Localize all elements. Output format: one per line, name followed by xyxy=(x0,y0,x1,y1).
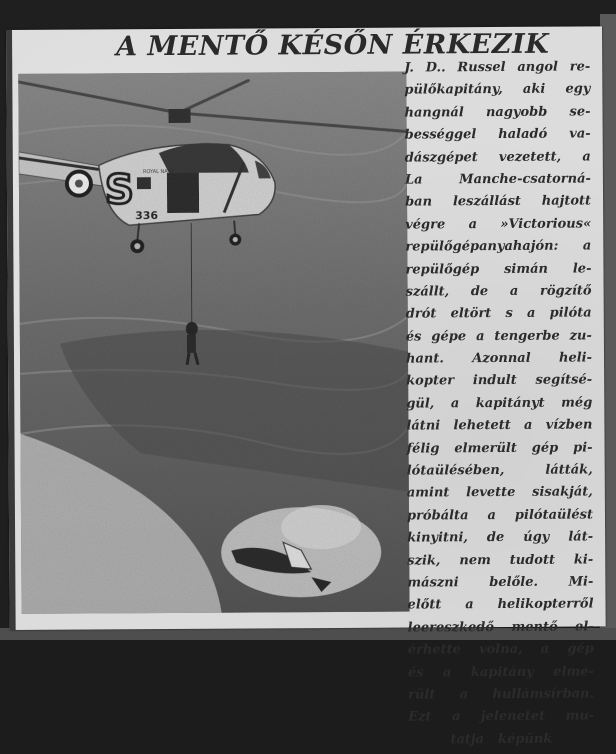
article-word: indult xyxy=(472,373,517,389)
article-text-line xyxy=(404,101,590,125)
article-word: nem xyxy=(459,552,491,568)
article-word: leszállást xyxy=(452,194,521,210)
article-word: zu- xyxy=(569,328,592,344)
article-word: de xyxy=(486,530,505,546)
article-text-line xyxy=(405,124,591,148)
article-word: a xyxy=(509,283,519,299)
article-word: és xyxy=(407,665,424,681)
article-word: segítsé- xyxy=(535,372,593,389)
article-word: vízben xyxy=(545,417,593,433)
article-word: hant. xyxy=(405,351,444,367)
article-word: hangnál xyxy=(404,104,464,121)
article-word: haladó xyxy=(498,126,548,143)
article-word: mentő xyxy=(511,619,558,635)
article-word: volna, xyxy=(478,642,523,658)
article-word: Russel xyxy=(457,59,506,76)
side-number: 336 xyxy=(135,209,159,223)
article-text-line xyxy=(406,303,592,327)
article-word: hullámsírban. xyxy=(492,686,595,702)
article-word: lehetett xyxy=(453,418,511,434)
article-text-line xyxy=(406,415,592,439)
article-text-line xyxy=(407,571,593,595)
article-word: lát- xyxy=(568,529,594,545)
article-word: vezetett, xyxy=(498,149,562,165)
article-word: pilótaülést xyxy=(514,507,594,523)
article-word: látták, xyxy=(545,462,593,478)
article-word: ki- xyxy=(573,552,594,568)
article-text-line xyxy=(405,146,591,170)
article-text-line xyxy=(407,459,593,483)
article-word: dászgépet xyxy=(404,149,478,166)
article-word: de xyxy=(470,283,489,300)
article-word: úgy xyxy=(523,529,550,546)
article-word: elme- xyxy=(553,663,594,680)
article-word: bességgel xyxy=(404,127,477,143)
article-word: tengerbe xyxy=(494,328,560,344)
article-word: belőle. xyxy=(489,574,539,591)
article-word: a xyxy=(465,597,474,613)
article-word: mu- xyxy=(565,708,595,724)
article-word: a xyxy=(442,664,452,680)
article-word: kinyitni, xyxy=(407,530,468,546)
article-word: heli- xyxy=(558,350,593,366)
article-word: J. xyxy=(404,60,414,76)
article-word: helikopterről xyxy=(497,596,594,613)
tail-letter: S xyxy=(104,167,134,214)
article-text-line xyxy=(406,370,592,394)
article-word: érhette xyxy=(407,642,461,658)
article-text-line xyxy=(408,706,594,730)
article-word: pi- xyxy=(573,440,593,456)
article-text-line xyxy=(405,168,591,192)
article-text-line xyxy=(408,616,594,640)
article-word: a xyxy=(540,641,550,657)
article-text-line xyxy=(407,527,593,551)
article-word: a xyxy=(468,216,478,232)
article-word: a xyxy=(450,396,460,412)
article-word: gépe xyxy=(431,328,467,345)
article-word: Mi- xyxy=(568,574,594,590)
article-word: lótaülésében, xyxy=(406,462,505,479)
article-word: a xyxy=(476,328,485,344)
article-text-line xyxy=(405,258,591,282)
article-word: simán xyxy=(504,261,549,277)
article-text-line xyxy=(407,437,593,461)
article-text-line xyxy=(406,280,592,304)
article-text-line xyxy=(405,191,591,215)
article-text-line xyxy=(406,325,592,349)
article-word: látni xyxy=(406,418,441,434)
article-word: tatja xyxy=(450,731,485,748)
article-text-line xyxy=(408,728,594,752)
article-word: Ezt xyxy=(408,709,432,725)
article-text-line xyxy=(408,683,594,707)
article-word: mászni xyxy=(407,575,459,591)
article-word: se- xyxy=(569,104,591,120)
article-text-line xyxy=(407,504,593,528)
article-word: La xyxy=(404,172,423,188)
article-word: sisakját, xyxy=(532,484,593,501)
article-word: gép xyxy=(531,440,559,456)
article-word: amint xyxy=(406,485,450,501)
article-word: a xyxy=(451,709,461,725)
article-word: a xyxy=(582,148,591,165)
article-word: pülőkapitány, xyxy=(404,82,503,98)
article-word: ban xyxy=(405,194,433,210)
newspaper-clipping xyxy=(6,26,606,748)
article-text-line xyxy=(405,236,591,260)
article-word: gül, xyxy=(406,396,435,412)
article-word: jelenetet xyxy=(480,709,546,725)
article-word: levette xyxy=(466,485,516,501)
article-word: Manche-csatorná- xyxy=(459,171,591,188)
article-word: va- xyxy=(569,126,591,142)
article-word: leereszkedő xyxy=(407,619,495,636)
article-text-line xyxy=(406,392,592,416)
article-word: repülőgép xyxy=(405,261,480,278)
article-word: a xyxy=(582,238,592,254)
article-text-line xyxy=(407,594,593,618)
article-word: gép xyxy=(567,641,594,657)
article-word: le- xyxy=(572,260,592,277)
article-word: s xyxy=(505,306,513,322)
article-word: eltört xyxy=(450,306,492,322)
article-text-line xyxy=(407,482,593,506)
article-word: végre xyxy=(405,217,446,233)
article-word: a xyxy=(487,507,496,523)
article-word: elmerült xyxy=(454,440,517,456)
article-text-line xyxy=(404,79,590,103)
article-text-line xyxy=(408,639,594,663)
article-word: képünk xyxy=(497,731,553,747)
clipping-left-edge xyxy=(6,30,16,630)
article-word: el- xyxy=(574,619,594,635)
article-text-line xyxy=(408,661,594,685)
article-word: drót xyxy=(405,306,437,322)
article-word: egy xyxy=(565,81,591,97)
article-text-line xyxy=(405,213,591,237)
article-word: és xyxy=(405,329,422,345)
article-word: a xyxy=(523,418,533,434)
article-headline: A MENTŐ KÉSŐN ÉRKEZIK xyxy=(116,28,550,63)
article-word: próbálta xyxy=(406,507,469,524)
article-text-line xyxy=(406,348,592,372)
service-text: ROYAL NAVY xyxy=(142,168,174,176)
article-word: tudott xyxy=(509,552,556,568)
article-word: angol xyxy=(517,59,558,75)
article-body xyxy=(404,56,594,751)
article-word: szállt, xyxy=(405,284,450,300)
article-word: re- xyxy=(569,59,591,75)
article-word: Azonnal xyxy=(472,350,531,367)
article-word: még xyxy=(561,395,593,411)
article-word: rögzítő xyxy=(539,283,592,299)
article-word: félig xyxy=(406,441,440,457)
article-word: kapitány xyxy=(470,664,534,680)
article-word: a xyxy=(526,306,536,322)
article-word: rült xyxy=(408,687,436,703)
article-word: kapitányt xyxy=(475,395,545,411)
sea-rescue-photo xyxy=(18,72,409,614)
article-word: pilóta xyxy=(549,305,592,321)
article-text-line xyxy=(407,549,593,573)
article-word: kopter xyxy=(406,373,455,390)
article-photo xyxy=(18,72,409,614)
article-word: repülőgépanyahajón: xyxy=(405,238,559,255)
article-word: szik, xyxy=(407,552,441,569)
article-word: nagyobb xyxy=(485,104,548,120)
article-word: hajtott xyxy=(541,193,592,210)
article-text-line xyxy=(404,56,590,80)
article-word: a xyxy=(459,687,469,703)
article-word: aki xyxy=(522,82,546,98)
article-word: »Victorious« xyxy=(500,216,592,232)
article-word: előtt xyxy=(407,597,442,613)
article-word: D.. xyxy=(425,60,446,76)
